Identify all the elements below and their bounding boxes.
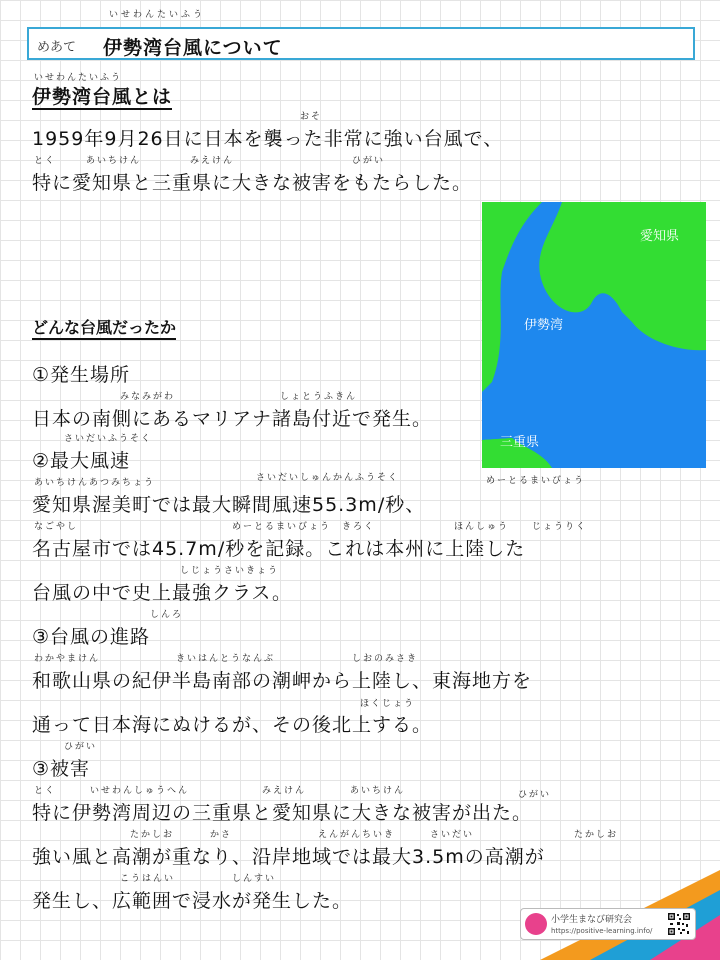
- section-4-title: ③被害: [32, 758, 91, 780]
- section-3-ruby-3: しおのみさき: [352, 654, 419, 664]
- intro-line2-ruby-1: とく: [34, 156, 57, 166]
- page-title: 伊勢湾台風について: [103, 37, 283, 59]
- section-4-line-2: 強い風と高潮が重なり、沿岸地域では最大3.5mの高潮が: [32, 846, 545, 868]
- section-3-title-ruby: しんろ: [150, 610, 184, 620]
- qr-code-icon: [667, 912, 691, 936]
- map-label-aichi: 愛知県: [640, 229, 680, 244]
- brand-badge[interactable]: [520, 908, 696, 940]
- map-label-mie: 三重県: [500, 435, 540, 450]
- section-2-ruby-7: ほんしゅう: [454, 522, 510, 532]
- section-2-title: ②最大風速: [32, 450, 131, 472]
- title-label: めあて: [37, 40, 77, 55]
- section-4-ruby-2: いせわんしゅうへん: [90, 786, 190, 796]
- section-heading: どんな台風だったか: [32, 318, 176, 340]
- section-1-ruby-2: しょとうふきん: [280, 392, 358, 402]
- section-4-ruby-3: みえけん: [262, 786, 307, 796]
- section-4-ruby-12: しんすい: [232, 874, 277, 884]
- section-2-ruby-5: めーとるまいびょう: [232, 522, 332, 532]
- section-4-ruby-9: さいだい: [430, 830, 475, 840]
- section-4-line-1: 特に伊勢湾周辺の三重県と愛知県に大きな被害が出た。: [32, 802, 533, 824]
- map-label-ise-bay: 伊勢湾: [524, 318, 564, 333]
- brand-logo-icon: [525, 913, 547, 935]
- ise-bay-map: [482, 202, 706, 468]
- section-3-line-1: 和歌山県の紀伊半島南部の潮岬から上陸し、東海地方を: [32, 670, 533, 692]
- title-ruby: いせわんたいふう: [109, 10, 206, 20]
- section-4-ruby-10: たかしお: [574, 830, 619, 840]
- section-3-ruby-4: ほくじょう: [360, 699, 416, 709]
- intro-heading-ruby: いせわんたいふう: [34, 73, 123, 83]
- brand-name: 小学生まなび研究会: [551, 915, 633, 925]
- section-2-title-ruby: さいだいふうそく: [64, 434, 153, 444]
- section-2-ruby-1: あいちけんあつみちょう: [34, 478, 156, 488]
- section-1-ruby-1: みなみがわ: [120, 392, 176, 402]
- title-box: [27, 10, 695, 60]
- section-2-line-2: 名古屋市では45.7m/秒を記録。これは本州に上陸した: [32, 538, 526, 560]
- section-4-ruby-4: あいちけん: [350, 786, 406, 796]
- section-3-line-2: 通って日本海にぬけるが、その後北上する。: [32, 714, 433, 736]
- section-4-line-3: 発生し、広範囲で浸水が発生した。: [32, 890, 353, 912]
- section-4-ruby-6: たかしお: [130, 830, 175, 840]
- section-2-line-1: 愛知県渥美町では最大瞬間風速55.3m/秒、: [32, 494, 426, 516]
- brand-url[interactable]: https://positive-learning.info/: [551, 927, 653, 935]
- section-4-ruby-1: とく: [34, 786, 57, 796]
- intro-line-2: 特に愛知県と三重県に大きな被害をもたらした。: [32, 172, 473, 194]
- section-2-ruby-8: じょうりく: [532, 522, 588, 532]
- intro-line1-ruby: おそ: [300, 112, 323, 122]
- section-1-line-1: 日本の南側にあるマリアナ諸島付近で発生。: [32, 408, 433, 430]
- section-4-ruby-5: ひがい: [518, 790, 552, 800]
- intro-line-1: 1959年9月26日に日本を襲った非常に強い台風で、: [32, 128, 504, 150]
- intro-line2-ruby-3: みえけん: [190, 156, 235, 166]
- section-3-title: ③台風の進路: [32, 626, 151, 648]
- section-4-ruby-8: えんがんちいき: [318, 830, 396, 840]
- intro-line2-ruby-2: あいちけん: [86, 156, 142, 166]
- section-2-line-3: 台風の中で史上最強クラス。: [32, 582, 293, 604]
- section-2-ruby-2: さいだいしゅんかんふうそく: [256, 473, 400, 483]
- section-2-ruby-9: しじょうさいきょう: [180, 566, 280, 576]
- section-3-ruby-2: きいはんとうなんぶ: [176, 654, 276, 664]
- section-3-ruby-1: わかやまけん: [34, 654, 101, 664]
- section-2-ruby-4: なごやし: [34, 522, 79, 532]
- section-4-ruby-11: こうはんい: [120, 874, 176, 884]
- section-4-ruby-7: かさ: [210, 830, 233, 840]
- section-2-ruby-6: きろく: [342, 522, 376, 532]
- section-1-title: ①発生場所: [32, 364, 131, 386]
- intro-line2-ruby-4: ひがい: [352, 156, 386, 166]
- intro-heading: 伊勢湾台風とは: [32, 86, 173, 108]
- section-4-title-ruby: ひがい: [64, 742, 98, 752]
- section-2-ruby-3: めーとるまいびょう: [486, 476, 586, 486]
